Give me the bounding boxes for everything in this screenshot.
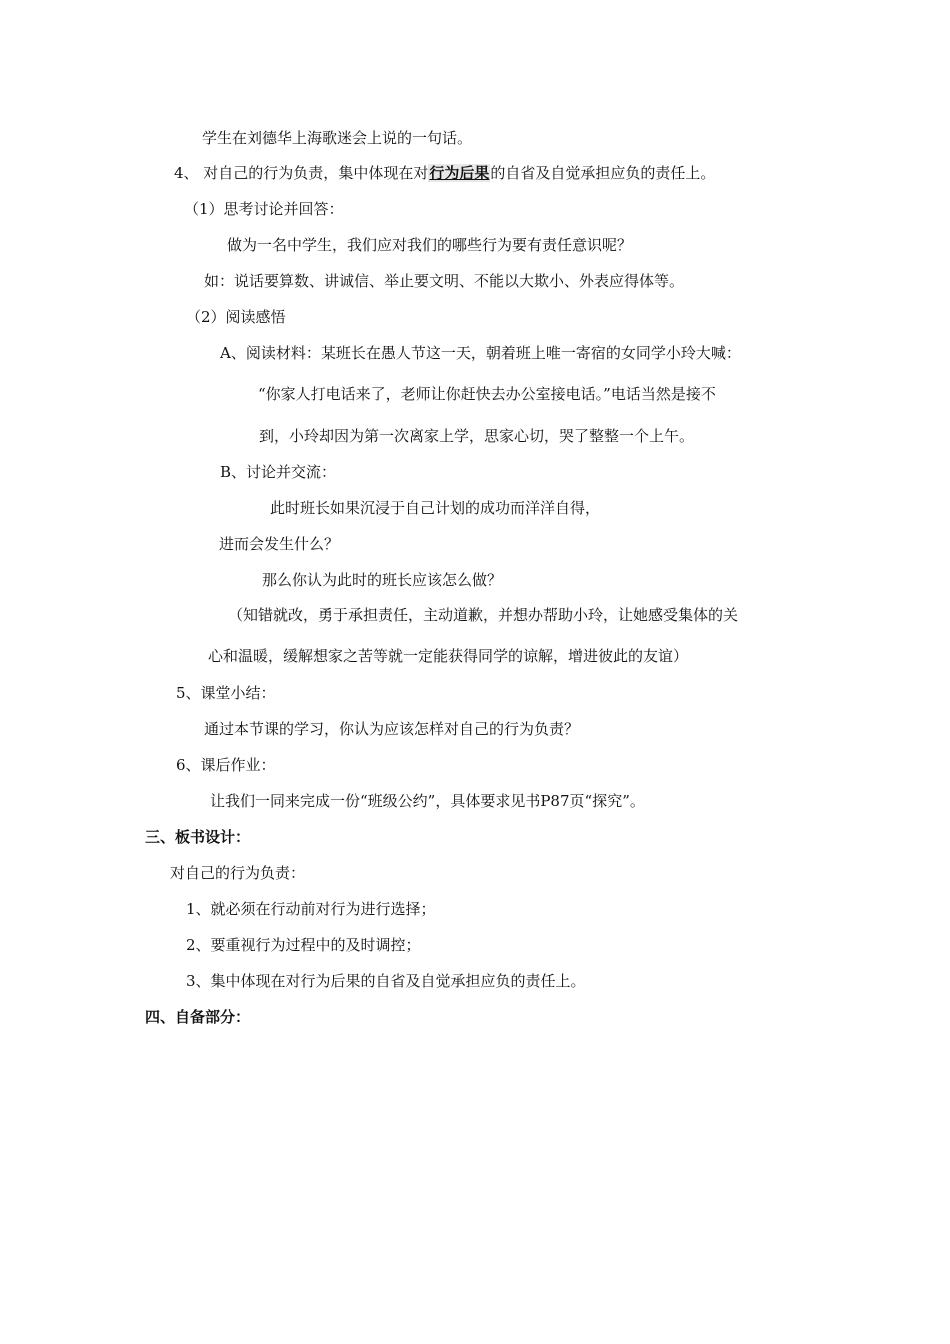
- subheading: （1）思考讨论并回答：: [184, 200, 344, 218]
- subheading: （2）阅读感悟: [186, 308, 286, 326]
- answer-text: （知错就改，勇于承担责任，主动道歉，并想办帮助小玲，让她感受集体的关: [228, 606, 739, 624]
- answer-text-cont: 心和温暖，缓解想家之苦等就一定能获得同学的谅解，增进彼此的友谊）: [208, 647, 689, 665]
- item-6-heading: 6、课后作业：: [176, 756, 276, 774]
- board-item-2: 2、要重视行为过程中的及时调控；: [186, 936, 421, 954]
- item-4-text-end: 的自省及自觉承担应负的责任上。: [490, 164, 716, 182]
- section-heading-self-prep: 四、自备部分：: [145, 1008, 251, 1026]
- item-4-text: 4、 对自己的行为负责，集中体现在对: [174, 164, 429, 182]
- discussion-heading: B、讨论并交流：: [220, 463, 337, 481]
- discussion-text: 此时班长如果沉浸于自己计划的成功而洋洋自得，: [270, 499, 601, 517]
- item-5-heading: 5、课堂小结：: [176, 684, 276, 702]
- item-4-line: [174, 163, 715, 183]
- text-line: 学生在刘德华上海歌迷会上说的一句话。: [202, 129, 473, 147]
- question-text: 做为一名中学生，我们应对我们的哪些行为要有责任意识呢？: [227, 236, 633, 254]
- board-item-3: 3、集中体现在对行为后果的自省及自觉承担应负的责任上。: [186, 972, 586, 990]
- board-item-1: 1、就必须在行动前对行为进行选择；: [186, 900, 436, 918]
- quote-text-cont: 到，小玲却因为第一次离家上学，思家心切，哭了整整一个上午。: [259, 427, 695, 445]
- section-heading-board-design: 三、板书设计：: [145, 828, 251, 846]
- highlighted-term: 行为后果: [429, 164, 490, 182]
- reading-material: A、阅读材料：某班长在愚人节这一天，朝着班上唯一寄宿的女同学小玲大喊：: [220, 344, 741, 362]
- homework-text: 让我们一同来完成一份“班级公约”，具体要求见书P87页“探究”。: [210, 792, 645, 810]
- discussion-question-2: 那么你认为此时的班长应该怎么做？: [262, 571, 503, 589]
- discussion-question: 进而会发生什么？: [219, 535, 340, 553]
- board-title: 对自己的行为负责：: [170, 864, 306, 882]
- example-text: 如：说话要算数、讲诚信、举止要文明、不能以大欺小、外表应得体等。: [204, 272, 685, 290]
- summary-question: 通过本节课的学习，你认为应该怎样对自己的行为负责？: [204, 720, 580, 738]
- quote-text: “你家人打电话来了，老师让你赶快去办公室接电话。”电话当然是接不: [258, 385, 716, 403]
